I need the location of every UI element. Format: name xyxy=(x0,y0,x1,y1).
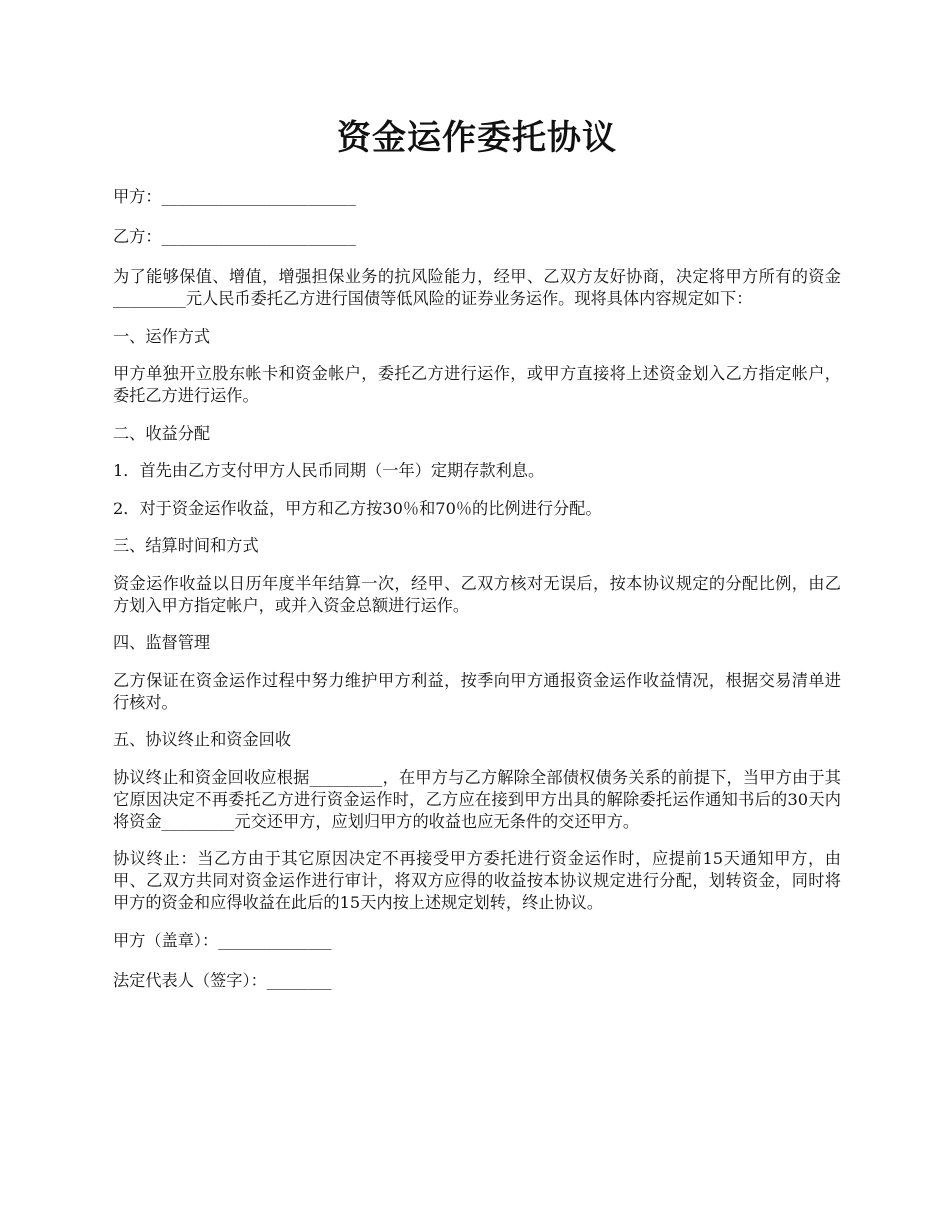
section-heading-profit: 二、收益分配 xyxy=(113,423,211,443)
signature-legal-representative: 法定代表人（签字）：________ xyxy=(113,970,332,990)
section-heading-operation: 一、运作方式 xyxy=(113,326,211,346)
section-heading-supervision: 四、监督管理 xyxy=(113,633,211,652)
section-paragraph: 1．首先由乙方支付甲方人民币同期（一年）定期存款利息。 xyxy=(113,461,545,480)
section-heading-settlement: 三、结算时间和方式 xyxy=(113,536,259,555)
document-title: 资金运作委托协议 xyxy=(337,118,617,158)
section-paragraph: 乙方保证在资金运作过程中努力维护甲方利益，按季向甲方通报资金运作收益情况，根据交易清单进行核对。 xyxy=(113,670,841,712)
section-paragraph: 资金运作收益以日历年度半年结算一次，经甲、乙双方核对无误后，按本协议规定的分配比例，由乙方划入甲方指定帐户，或并入资金总额进行运作。 xyxy=(113,573,841,615)
section-paragraph: 协议终止：当乙方由于其它原因决定不再接受甲方委托进行资金运作时，应提前15天通知甲方，由甲、乙双方共同对资金运作进行审计，将双方应得的收益按本协议规定进行分配，划转资金，同时将甲方的资金和应得收益在此后的15天内按上述规定划转，终止协议。 xyxy=(113,849,841,912)
section-heading-termination: 五、协议终止和资金回收 xyxy=(113,730,292,749)
section-paragraph: 协议终止和资金回收应根据_________，在甲方与乙方解除全部债权债务关系的前提下，当甲方由于其它原因决定不再委托乙方进行资金运作时，乙方应在接到甲方出具的解除委托运作通知书后的30天内将资金_________元交还甲方，应划归甲方的收益也应无条件的交还甲方。 xyxy=(113,767,841,831)
section-paragraph: 2．对于资金运作收益，甲方和乙方按30％和70％的比例进行分配。 xyxy=(113,498,602,518)
party-b-field: 乙方：________________________ xyxy=(113,227,356,246)
party-a-field: 甲方：________________________ xyxy=(113,187,356,206)
intro-paragraph: 为了能够保值、增值，增强担保业务的抗风险能力，经甲、乙双方友好协商，决定将甲方所有的资金_________元人民币委托乙方进行国债等低风险的证券业务运作。现将具体内容规定如下： xyxy=(113,267,841,308)
section-paragraph: 甲方单独开立股东帐卡和资金帐户，委托乙方进行运作，或甲方直接将上述资金划入乙方指定帐户，委托乙方进行运作。 xyxy=(113,364,841,405)
document-page xyxy=(113,112,841,1010)
signature-party-a: 甲方（盖章）：______________ xyxy=(113,930,332,950)
